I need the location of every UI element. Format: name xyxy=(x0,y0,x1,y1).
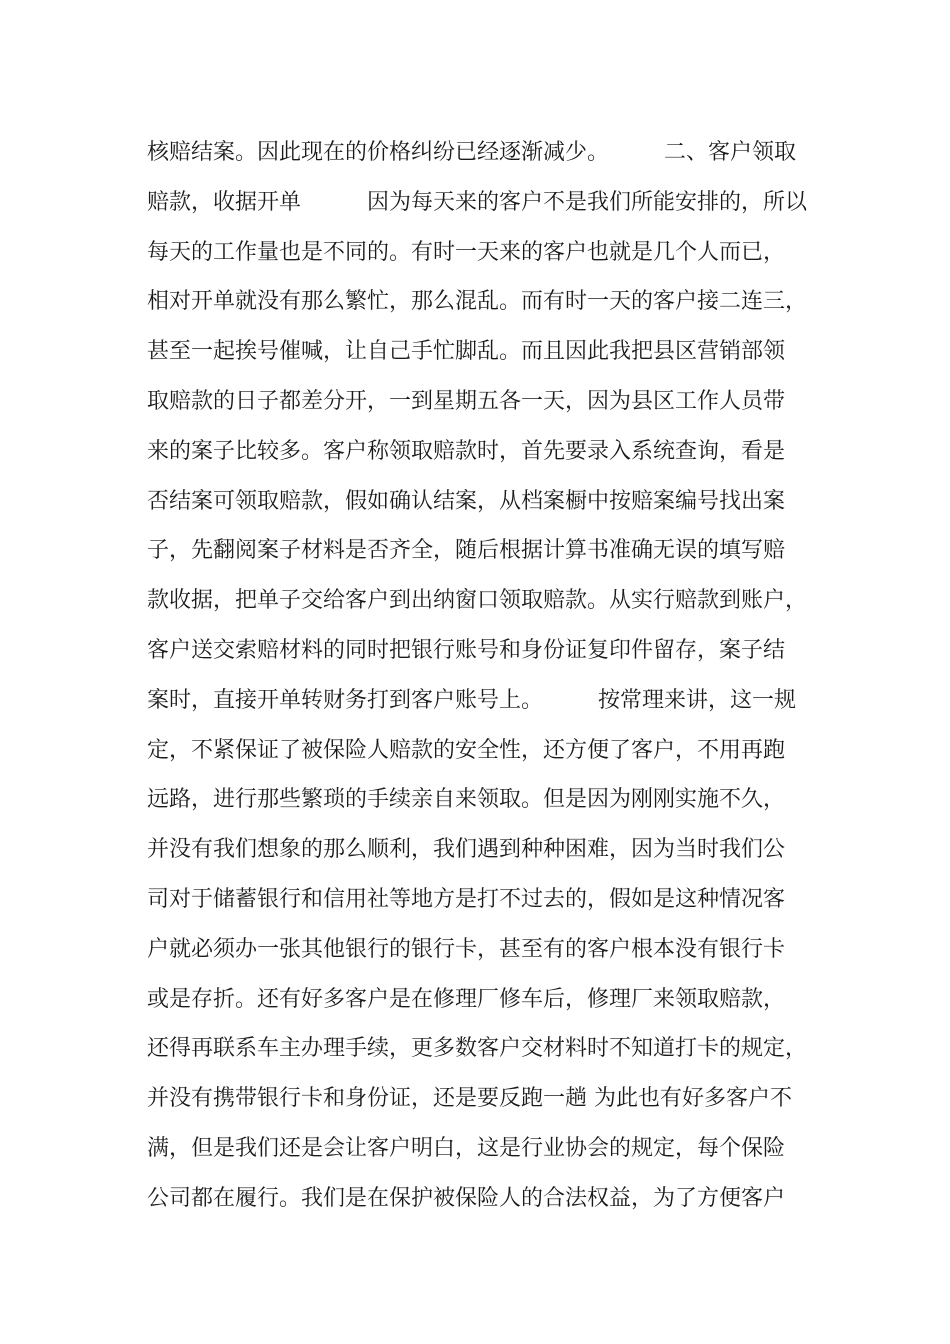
text-line: 客户送交索赔材料的同时把银行账号和身份证复印件留存，案子结 xyxy=(147,637,786,663)
text-line: 案时，直接开单转财务打到客户账号上。 按常理来讲，这一规 xyxy=(147,687,797,713)
text-line: 核赔结案。因此现在的价格纠纷已经逐渐减少。 二、客户领取 xyxy=(147,140,797,165)
text-line: 甚至一起挨号催喊，让自己手忙脚乱。而且因此我把县区营销部领 xyxy=(147,339,786,365)
text-line: 或是存折。还有好多客户是在修理厂修车后，修理厂来领取赔款， xyxy=(147,986,786,1012)
text-line: 取赔款的日子都差分开，一到星期五各一天，因为县区工作人员带 xyxy=(147,388,786,414)
text-line: 公司都在履行。我们是在保护被保险人的合法权益，为了方便客户 xyxy=(147,1185,786,1211)
text-line: 户就必须办一张其他银行的银行卡，甚至有的客户根本没有银行卡 xyxy=(147,936,786,962)
text-line: 远路，进行那些繁琐的手续亲自来领取。但是因为刚刚实施不久， xyxy=(147,787,786,813)
text-line: 相对开单就没有那么繁忙，那么混乱。而有时一天的客户接二连三， xyxy=(147,289,808,315)
text-line: 款收据，把单子交给客户到出纳窗口领取赔款。从实行赔款到账户， xyxy=(147,588,808,614)
text-line: 赔款，收据开单 因为每天来的客户不是我们所能安排的，所以 xyxy=(147,189,808,215)
text-line: 司对于储蓄银行和信用社等地方是打不过去的，假如是这种情况客 xyxy=(147,886,786,912)
text-line: 来的案子比较多。客户称领取赔款时，首先要录入系统查询，看是 xyxy=(147,438,786,464)
body-text xyxy=(147,128,817,1224)
text-line: 满，但是我们还是会让客户明白，这是行业协会的规定，每个保险 xyxy=(147,1135,786,1161)
text-line: 否结案可领取赔款，假如确认结案，从档案橱中按赔案编号找出案 xyxy=(147,488,786,514)
text-line: 并没有携带银行卡和身份证，还是要反跑一趟 为此也有好多客户不 xyxy=(147,1086,792,1112)
text-line: 并没有我们想象的那么顺利，我们遇到种种困难，因为当时我们公 xyxy=(147,837,786,863)
text-line: 定，不紧保证了被保险人赔款的安全性，还方便了客户，不用再跑 xyxy=(147,737,786,763)
text-line: 每天的工作量也是不同的。有时一天来的客户也就是几个人而已， xyxy=(147,239,786,265)
text-line: 子，先翻阅案子材料是否齐全，随后根据计算书准确无误的填写赔 xyxy=(147,538,786,564)
text-line: 还得再联系车主办理手续，更多数客户交材料时不知道打卡的规定， xyxy=(147,1036,808,1062)
